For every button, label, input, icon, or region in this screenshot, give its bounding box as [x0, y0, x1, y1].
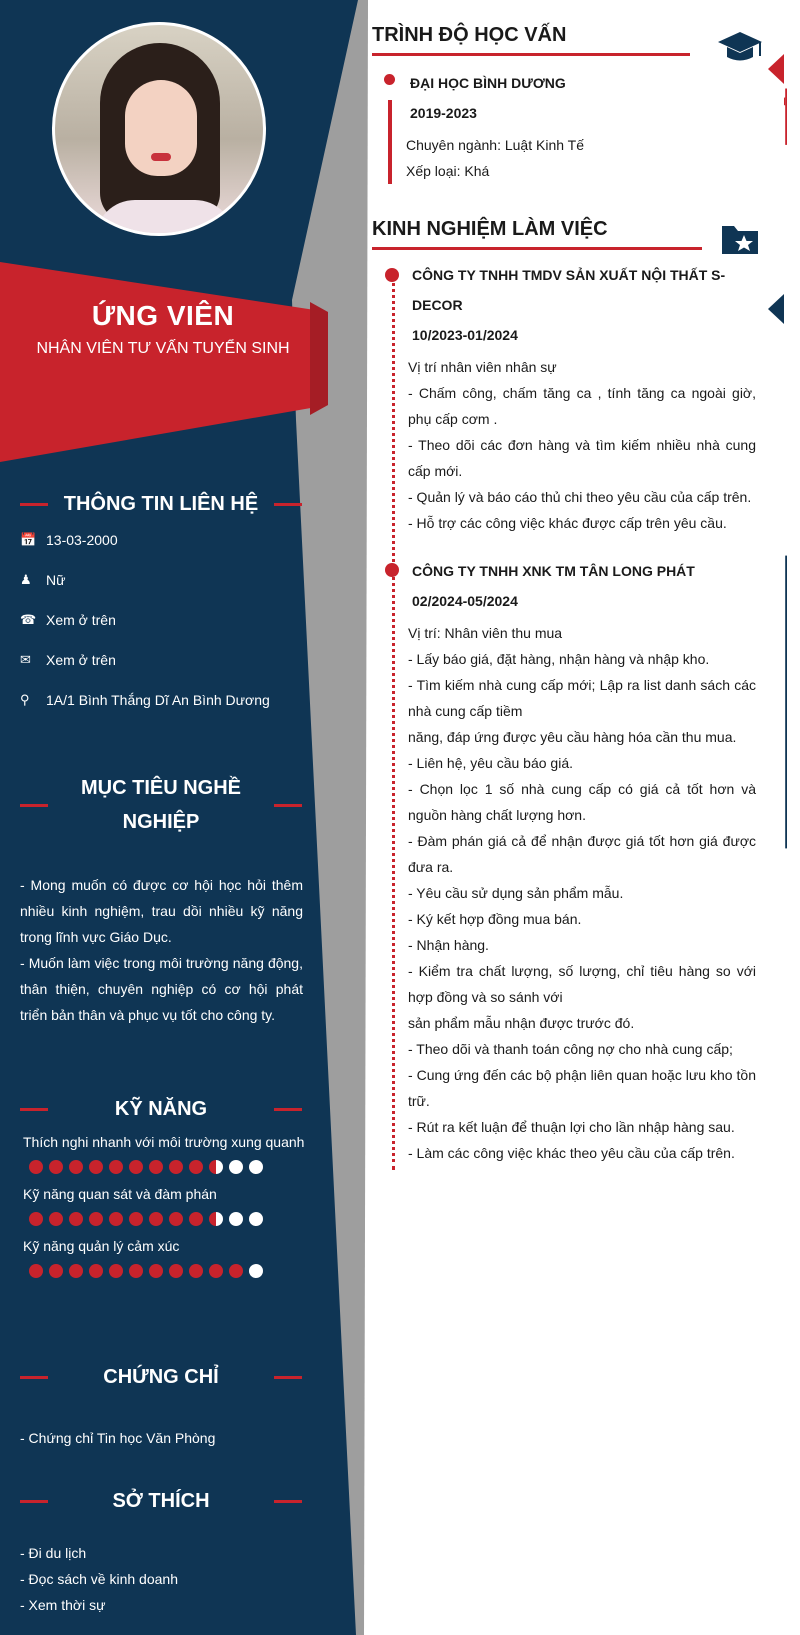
certificates-list: - Chứng chỉ Tin học Văn Phòng: [20, 1430, 216, 1446]
avatar: [52, 22, 266, 236]
experience-marker: [768, 290, 784, 326]
rating-dot: [89, 1160, 103, 1174]
objective-text: - Mong muốn có được cơ hội học hỏi thêm nhiều kinh nghiệm, trau dồi nhiều kỹ năng trong lĩnh vực Giáo Dục. - Muốn làm việc trong môi trường năng động, thân thiện, chuyên nghiệp có cơ hội phát triển bản thân và phục vụ tốt cho công ty.: [20, 877, 303, 1023]
rating-dot: [189, 1160, 203, 1174]
rating-dot: [69, 1212, 83, 1226]
contact-gender: ♟ Nữ: [20, 572, 66, 588]
rating-dot: [189, 1264, 203, 1278]
location-icon: ⚲: [20, 692, 30, 707]
rating-dot: [249, 1160, 263, 1174]
rating-dot: [229, 1264, 243, 1278]
rating-dot: [129, 1160, 143, 1174]
education-side-bar: [784, 22, 790, 212]
education-marker: [768, 50, 784, 86]
rating-dot: [49, 1264, 63, 1278]
rating-dot: [109, 1160, 123, 1174]
rating-dot: [29, 1212, 43, 1226]
candidate-name: ỨNG VIÊN: [91, 300, 235, 331]
contact-address: ⚲ 1A/1 Bình Thắng Dĩ An Bình Dương: [20, 692, 270, 708]
rating-dot: [109, 1264, 123, 1278]
hobbies-heading: SỞ THÍCH: [20, 1484, 302, 1518]
user-icon: ♟: [20, 572, 32, 587]
rating-dot: [29, 1264, 43, 1278]
contact-birthday: 📅 13-03-2000: [20, 532, 118, 548]
experience-timeline: [392, 270, 395, 1170]
rating-dot: [69, 1160, 83, 1174]
skill-item: Kỹ năng quản lý cảm xúc: [20, 1236, 310, 1278]
job-entry: CÔNG TY TNHH XNK TM TÂN LONG PHÁT 02/2024-05/2024 Vị trí: Nhân viên thu mua - Lấy báo giá, đặt hàng, nhận hàng và nhập kho. - Tìm kiếm nhà cung cấp mới; Lập ra list danh sách các nhà cung cấp tiềm năng, đáp ứng được yêu cầu hàng hóa cần thu mua. - Liên hệ, yêu cầu báo giá. - Chọn lọc 1 số nhà cung cấp có giá cả tốt hơn và nguồn hàng chất lượng hơn. - Đàm phán giá cả để nhận được giá tốt hơn giá được đưa ra. - Yêu cầu sử dụng sản phẩm mẫu. - Ký kết hợp đồng mua bán. - Nhận hàng. - Kiểm tra chất lượng, số lượng, chỉ tiêu hàng so với hợp đồng và so sánh với sản phẩm mẫu nhận được trước đó. - Theo dõi và thanh toán công nợ cho nhà cung cấp; - Cung ứng đến các bộ phận liên quan hoặc lưu kho tồn trữ. - Rút ra kết luận để thuận lợi cho lần nhập hàng sau. - Làm các công việc khác theo yêu cầu của cấp trên.: [408, 563, 756, 1161]
hobbies-list: - Đi du lịch - Đọc sách về kinh doanh - Xem thời sự: [20, 1545, 178, 1613]
phone-icon: ☎: [20, 612, 37, 627]
email-icon: ✉: [20, 652, 31, 667]
rating-dot: [69, 1264, 83, 1278]
experience-side-bar: [784, 214, 790, 1190]
rating-dot: [169, 1212, 183, 1226]
skill-rating: [20, 1264, 310, 1278]
skill-item: Kỹ năng quan sát và đàm phán: [20, 1184, 310, 1226]
rating-dot: [129, 1212, 143, 1226]
job-entry: CÔNG TY TNHH TMDV SẢN XUẤT NỘI THẤT S- DECOR 10/2023-01/2024 Vị trí nhân viên nhân sự - Chấm công, chấm tăng ca , tính tăng ca ngoài giờ, phụ cấp cơm . - Theo dõi các đơn hàng và tìm kiếm nhiều nhà cung cấp mới. - Quản lý và báo cáo thủ chi theo yêu cầu của cấp trên. - Hỗ trợ các công việc khác được cấp trên yêu cầu.: [408, 267, 756, 531]
sidebar: [0, 0, 310, 1635]
rating-dot: [249, 1264, 263, 1278]
name-banner: [0, 300, 326, 358]
rating-dot: [149, 1212, 163, 1226]
skill-item: Thích nghi nhanh với môi trường xung quanh: [20, 1132, 310, 1174]
contact-phone: ☎ Xem ở trên: [20, 612, 116, 628]
rating-dot: [229, 1212, 243, 1226]
calendar-icon: 📅: [20, 532, 37, 547]
rating-dot: [149, 1264, 163, 1278]
rating-dot: [249, 1212, 263, 1226]
skills-list: [20, 1132, 310, 1288]
rating-dot: [89, 1212, 103, 1226]
experience-heading: KINH NGHIỆM LÀM VIỆC: [372, 218, 702, 250]
contact-list: [20, 520, 310, 720]
education-entry: ĐẠI HỌC BÌNH DƯƠNG 2019-2023 Chuyên ngành: Luật Kinh Tế Xếp loại: Khá: [406, 75, 584, 179]
skill-rating: [20, 1160, 310, 1174]
rating-dot: [49, 1212, 63, 1226]
objective-heading: MỤC TIÊU NGHỀ NGHIỆP: [20, 771, 302, 839]
rating-dot: [209, 1264, 223, 1278]
contact-heading: THÔNG TIN LIÊN HỆ: [20, 487, 302, 521]
rating-dot: [169, 1160, 183, 1174]
contact-email: ✉ Xem ở trên: [20, 652, 116, 668]
rating-dot: [49, 1160, 63, 1174]
education-heading: TRÌNH ĐỘ HỌC VẤN: [372, 24, 690, 56]
folder-star-icon: [720, 222, 760, 256]
job-bullet: [385, 268, 399, 282]
rating-dot: [29, 1160, 43, 1174]
rating-dot: [209, 1212, 223, 1226]
candidate-position: NHÂN VIÊN TƯ VẤN TUYỂN SINH: [36, 340, 290, 357]
graduation-cap-icon: [716, 30, 764, 66]
rating-dot: [89, 1264, 103, 1278]
rating-dot: [189, 1212, 203, 1226]
rating-dot: [109, 1212, 123, 1226]
skill-rating: [20, 1212, 310, 1226]
job-bullet: [385, 563, 399, 577]
certificates-heading: CHỨNG CHỈ: [20, 1360, 302, 1394]
rating-dot: [169, 1264, 183, 1278]
rating-dot: [209, 1160, 223, 1174]
rating-dot: [129, 1264, 143, 1278]
skills-heading: KỸ NĂNG: [20, 1092, 302, 1126]
rating-dot: [149, 1160, 163, 1174]
rating-dot: [229, 1160, 243, 1174]
